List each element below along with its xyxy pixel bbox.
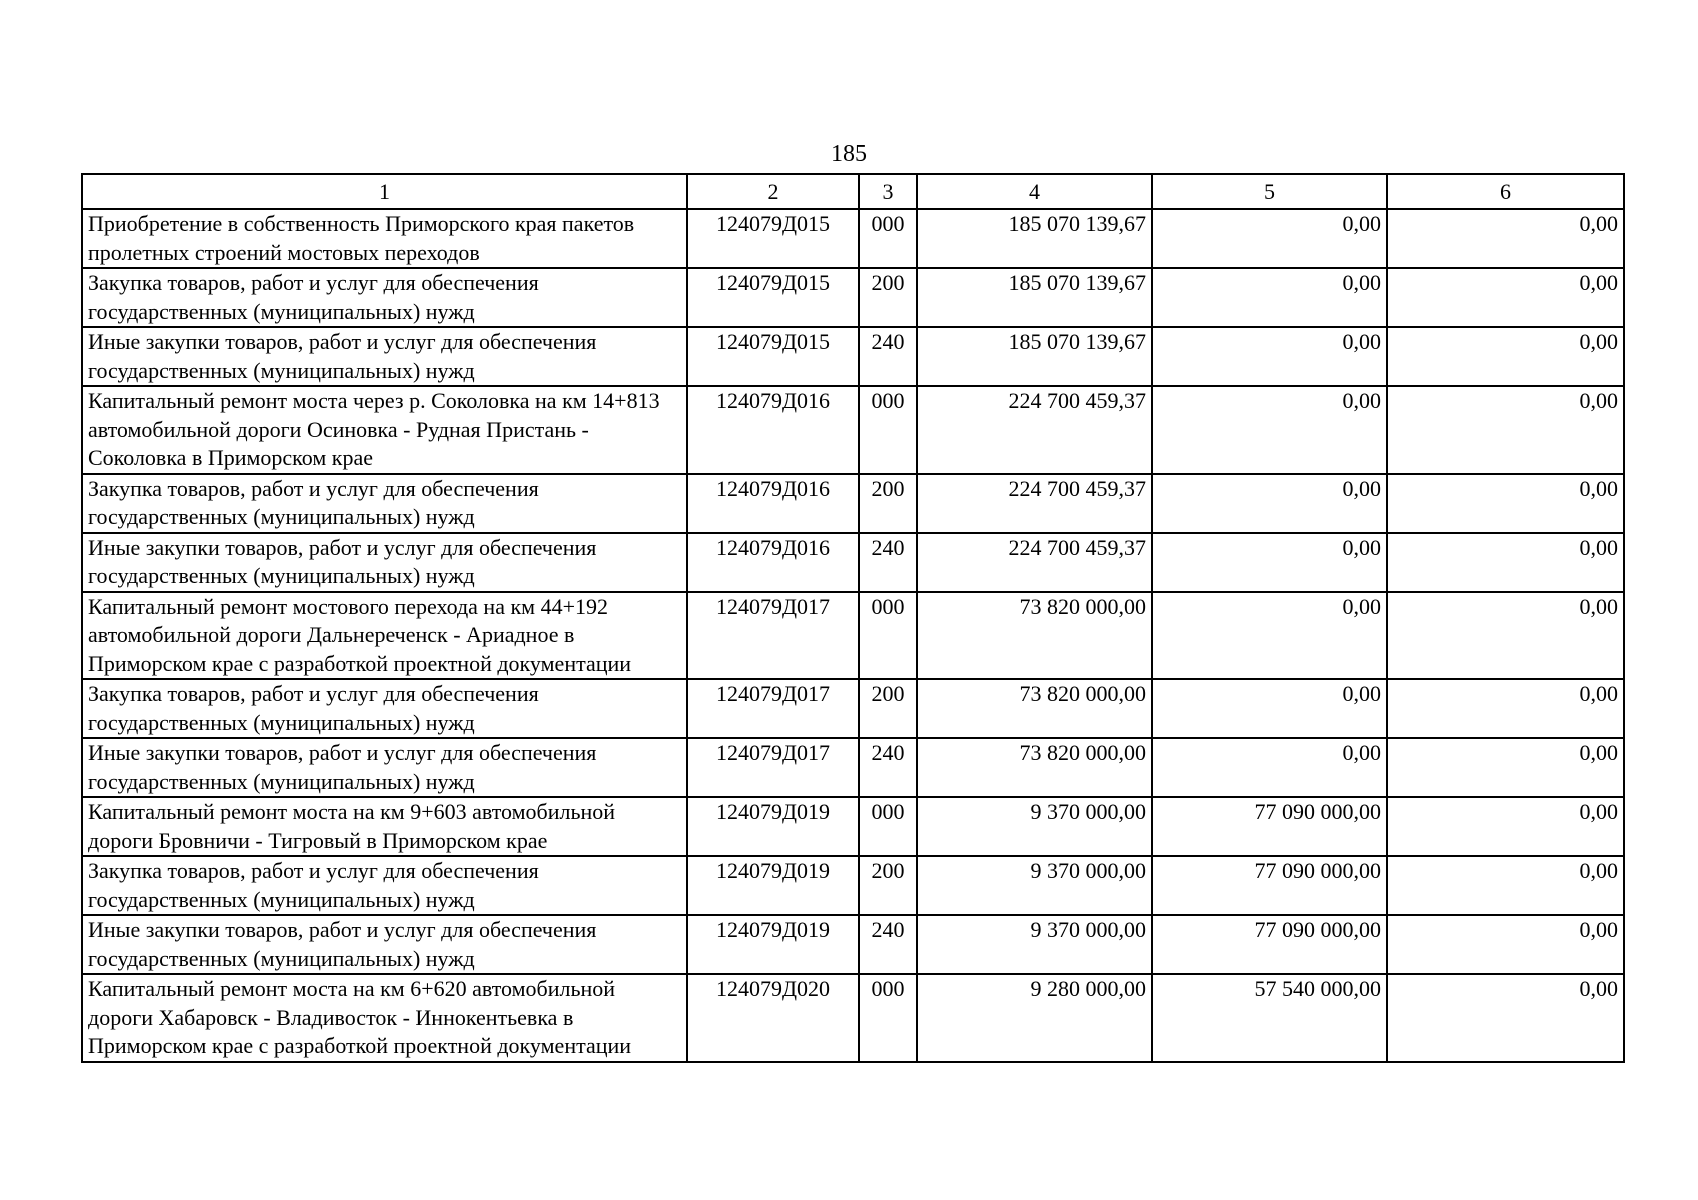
row-amount-col6: 0,00 <box>1387 738 1624 797</box>
row-name: Закупка товаров, работ и услуг для обеспечения государственных (муниципальных) нужд <box>82 856 687 915</box>
row-name: Капитальный ремонт моста на км 6+620 автомобильной дороги Хабаровск - Владивосток - Иннокентьевка в Приморском крае с разработкой проектной документации <box>82 974 687 1062</box>
row-target-code: 124079Д015 <box>687 209 859 268</box>
table-row <box>82 268 1624 327</box>
row-amount-col4: 73 820 000,00 <box>917 679 1152 738</box>
row-target-code: 124079Д017 <box>687 738 859 797</box>
row-amount-col6: 0,00 <box>1387 592 1624 680</box>
row-target-code: 124079Д019 <box>687 856 859 915</box>
row-target-code: 124079Д017 <box>687 592 859 680</box>
row-target-code: 124079Д020 <box>687 974 859 1062</box>
table-row <box>82 915 1624 974</box>
row-amount-col4: 73 820 000,00 <box>917 738 1152 797</box>
row-target-code: 124079Д017 <box>687 679 859 738</box>
table-row <box>82 974 1624 1062</box>
row-amount-col5: 0,00 <box>1152 533 1387 592</box>
row-name: Капитальный ремонт мостового перехода на км 44+192 автомобильной дороги Дальнереченск - Ариадное в Приморском крае с разработкой проектной документации <box>82 592 687 680</box>
table-row <box>82 679 1624 738</box>
row-target-code: 124079Д016 <box>687 386 859 474</box>
row-amount-col6: 0,00 <box>1387 915 1624 974</box>
row-name: Иные закупки товаров, работ и услуг для обеспечения государственных (муниципальных) нужд <box>82 915 687 974</box>
header-col-5: 5 <box>1152 174 1387 209</box>
page-number: 185 <box>831 141 867 167</box>
row-amount-col6: 0,00 <box>1387 327 1624 386</box>
header-row <box>82 174 1624 209</box>
row-expense-type: 200 <box>859 268 917 327</box>
row-name: Приобретение в собственность Приморского края пакетов пролетных строений мостовых переходов <box>82 209 687 268</box>
row-name: Закупка товаров, работ и услуг для обеспечения государственных (муниципальных) нужд <box>82 679 687 738</box>
table-row <box>82 209 1624 268</box>
row-name: Закупка товаров, работ и услуг для обеспечения государственных (муниципальных) нужд <box>82 474 687 533</box>
row-amount-col4: 185 070 139,67 <box>917 268 1152 327</box>
row-amount-col4: 224 700 459,37 <box>917 533 1152 592</box>
row-amount-col4: 73 820 000,00 <box>917 592 1152 680</box>
row-target-code: 124079Д015 <box>687 268 859 327</box>
row-expense-type: 200 <box>859 474 917 533</box>
row-name: Капитальный ремонт моста через р. Соколовка на км 14+813 автомобильной дороги Осиновка - Рудная Пристань - Соколовка в Приморском крае <box>82 386 687 474</box>
table-row <box>82 533 1624 592</box>
row-amount-col6: 0,00 <box>1387 974 1624 1062</box>
header-col-3: 3 <box>859 174 917 209</box>
row-expense-type: 240 <box>859 327 917 386</box>
row-name: Капитальный ремонт моста на км 9+603 автомобильной дороги Бровничи - Тигровый в Приморском крае <box>82 797 687 856</box>
row-amount-col5: 0,00 <box>1152 386 1387 474</box>
row-amount-col6: 0,00 <box>1387 386 1624 474</box>
header-col-4: 4 <box>917 174 1152 209</box>
row-expense-type: 240 <box>859 915 917 974</box>
row-target-code: 124079Д016 <box>687 474 859 533</box>
header-col-1: 1 <box>82 174 687 209</box>
row-target-code: 124079Д019 <box>687 797 859 856</box>
row-amount-col4: 224 700 459,37 <box>917 474 1152 533</box>
row-expense-type: 000 <box>859 386 917 474</box>
row-amount-col5: 77 090 000,00 <box>1152 856 1387 915</box>
row-amount-col5: 0,00 <box>1152 268 1387 327</box>
table-row <box>82 738 1624 797</box>
row-expense-type: 240 <box>859 533 917 592</box>
row-amount-col6: 0,00 <box>1387 474 1624 533</box>
row-expense-type: 000 <box>859 592 917 680</box>
row-amount-col4: 185 070 139,67 <box>917 327 1152 386</box>
row-expense-type: 000 <box>859 209 917 268</box>
row-amount-col5: 0,00 <box>1152 209 1387 268</box>
row-name: Иные закупки товаров, работ и услуг для обеспечения государственных (муниципальных) нужд <box>82 327 687 386</box>
row-amount-col5: 77 090 000,00 <box>1152 797 1387 856</box>
header-col-2: 2 <box>687 174 859 209</box>
table-row <box>82 327 1624 386</box>
row-expense-type: 200 <box>859 679 917 738</box>
row-amount-col6: 0,00 <box>1387 679 1624 738</box>
row-amount-col6: 0,00 <box>1387 268 1624 327</box>
row-expense-type: 200 <box>859 856 917 915</box>
row-amount-col6: 0,00 <box>1387 856 1624 915</box>
row-amount-col5: 0,00 <box>1152 327 1387 386</box>
row-amount-col4: 185 070 139,67 <box>917 209 1152 268</box>
row-name: Иные закупки товаров, работ и услуг для обеспечения государственных (муниципальных) нужд <box>82 533 687 592</box>
row-amount-col5: 0,00 <box>1152 738 1387 797</box>
row-name: Закупка товаров, работ и услуг для обеспечения государственных (муниципальных) нужд <box>82 268 687 327</box>
row-amount-col6: 0,00 <box>1387 797 1624 856</box>
row-amount-col4: 9 370 000,00 <box>917 856 1152 915</box>
row-expense-type: 000 <box>859 974 917 1062</box>
header-col-6: 6 <box>1387 174 1624 209</box>
table-body <box>82 209 1624 1062</box>
row-amount-col4: 9 370 000,00 <box>917 915 1152 974</box>
row-amount-col5: 0,00 <box>1152 592 1387 680</box>
row-amount-col4: 9 280 000,00 <box>917 974 1152 1062</box>
table-row <box>82 592 1624 680</box>
row-amount-col5: 0,00 <box>1152 474 1387 533</box>
table-header <box>82 174 1624 209</box>
row-target-code: 124079Д015 <box>687 327 859 386</box>
table-row <box>82 474 1624 533</box>
row-amount-col4: 224 700 459,37 <box>917 386 1152 474</box>
row-target-code: 124079Д019 <box>687 915 859 974</box>
row-expense-type: 000 <box>859 797 917 856</box>
row-expense-type: 240 <box>859 738 917 797</box>
row-name: Иные закупки товаров, работ и услуг для обеспечения государственных (муниципальных) нужд <box>82 738 687 797</box>
row-amount-col5: 0,00 <box>1152 679 1387 738</box>
table-row <box>82 386 1624 474</box>
row-amount-col5: 77 090 000,00 <box>1152 915 1387 974</box>
row-amount-col4: 9 370 000,00 <box>917 797 1152 856</box>
table-row <box>82 797 1624 856</box>
row-amount-col6: 0,00 <box>1387 533 1624 592</box>
table-row <box>82 856 1624 915</box>
row-amount-col5: 57 540 000,00 <box>1152 974 1387 1062</box>
budget-table <box>81 173 1625 1063</box>
row-target-code: 124079Д016 <box>687 533 859 592</box>
row-amount-col6: 0,00 <box>1387 209 1624 268</box>
